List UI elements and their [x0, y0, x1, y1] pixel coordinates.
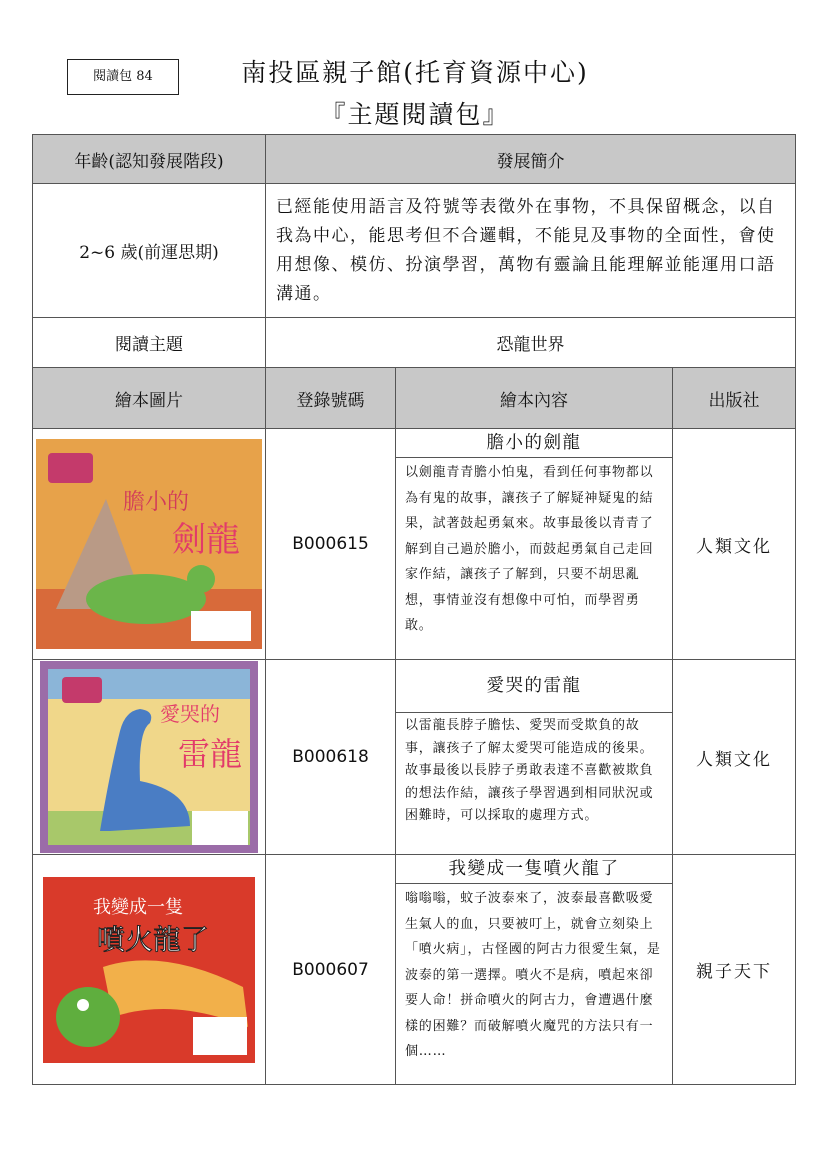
theme-label: 閱讀主題 — [33, 318, 266, 368]
code-header: 登錄號碼 — [266, 368, 396, 429]
development-row — [33, 184, 796, 318]
package-label: 閱讀包 84 — [67, 59, 179, 95]
cover-title-line2: 噴火龍了 — [96, 922, 210, 956]
reading-pack-table — [32, 134, 796, 1085]
book-cover-image — [43, 877, 255, 1063]
cover-title-line1: 愛哭的 — [160, 702, 220, 726]
book-code: B000607 — [266, 855, 396, 1085]
book-cover-image — [36, 439, 262, 649]
book-cover-cell — [33, 429, 266, 660]
age-header: 年齡(認知發展階段) — [33, 135, 266, 184]
cover-title-line1: 我變成一隻 — [93, 896, 183, 918]
age-value: 2~6 歲(前運思期) — [33, 184, 266, 318]
book-title: 愛哭的雷龍 — [396, 660, 672, 713]
header-row-development — [33, 135, 796, 184]
book-code: B000618 — [266, 660, 396, 855]
theme-value: 恐龍世界 — [266, 318, 796, 368]
book-description: 以雷龍長脖子膽怯、愛哭而受欺負的故事，讓孩子了解太愛哭可能造成的後果。故事最後以長脖子勇敢表達不喜歡被欺負的想法作結，讓孩子學習遇到相同狀況或困難時，可以採取的處理方式。 — [405, 718, 654, 823]
image-header: 繪本圖片 — [33, 368, 266, 429]
book-cover-image — [40, 661, 258, 853]
book-code: B000615 — [266, 429, 396, 660]
book-header-row — [33, 368, 796, 429]
cover-title-line2: 雷龍 — [177, 735, 243, 773]
cover-title-line1: 膽小的 — [122, 490, 190, 515]
intro-text: 已經能使用語言及符號等表徵外在事物，不具保留概念，以自我為中心，能思考但不合邏輯，不能見及事物的全面性，會使用想像、模仿、扮演學習，萬物有靈論且能理解並能運用口語溝通。 — [266, 184, 796, 318]
publisher-header: 出版社 — [673, 368, 796, 429]
book-description: 嗡嗡嗡，蚊子波泰來了，波泰最喜歡吸愛生氣人的血，只要被叮上，就會立刻染上「噴火病」，古怪國的阿古力很愛生氣，是波泰的第一選擇。噴火不是病，噴起來卻要人命！拼命噴火的阿古力，會遭遇什麼樣的困難？而破解噴火魔咒的方法只有一個…… — [405, 891, 661, 1059]
book-title: 我變成一隻噴火龍了 — [396, 855, 672, 884]
content-header: 繪本內容 — [396, 368, 673, 429]
book-title: 膽小的劍龍 — [396, 429, 672, 458]
book-publisher: 親子天下 — [673, 855, 796, 1085]
book-cover-cell — [33, 660, 266, 855]
book-row — [33, 855, 796, 1085]
book-publisher: 人類文化 — [673, 660, 796, 855]
book-description: 以劍龍青青膽小怕鬼，看到任何事物都以為有鬼的故事，讓孩子了解疑神疑鬼的結果，試著鼓起勇氣來。故事最後以青青了解到自己過於膽小，而鼓起勇氣自己走回家作結，讓孩子了解到，只要不胡思亂想，事情並沒有想像中可怕，而學習勇敢。 — [405, 465, 654, 633]
intro-header: 發展簡介 — [266, 135, 796, 184]
page-title: 南投區親子館(托育資源中心) — [241, 58, 589, 87]
book-content-cell — [396, 429, 673, 660]
book-row — [33, 660, 796, 855]
book-publisher: 人類文化 — [673, 429, 796, 660]
cover-title-line2: 劍龍 — [172, 520, 240, 560]
book-content-cell — [396, 855, 673, 1085]
book-row — [33, 429, 796, 660]
book-content-cell — [396, 660, 673, 855]
theme-row — [33, 318, 796, 368]
book-cover-cell — [33, 855, 266, 1085]
page-subtitle: 『主題閱讀包』 — [320, 100, 510, 129]
